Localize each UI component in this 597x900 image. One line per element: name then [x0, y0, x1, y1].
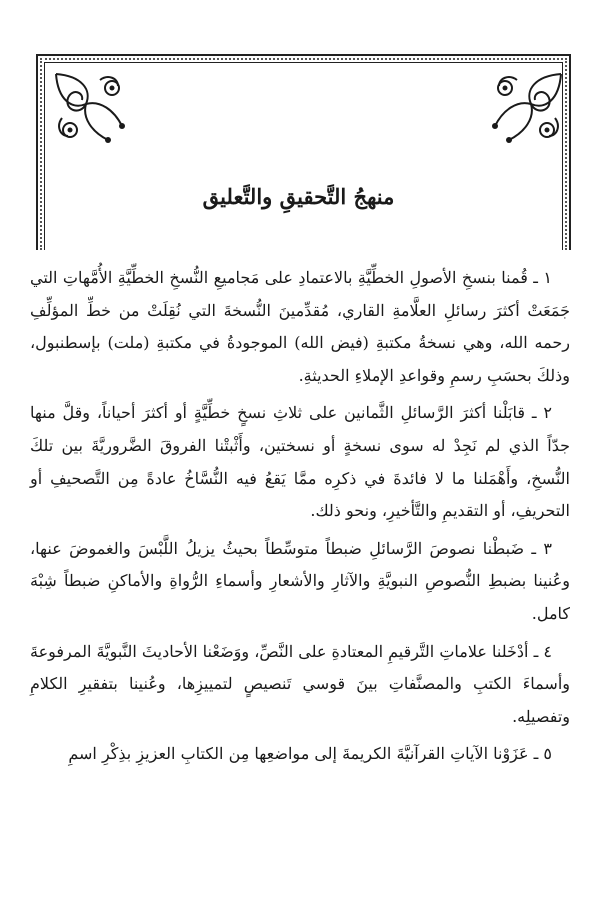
- paragraph-1: ١ ـ قُمنا بنسخِ الأصولِ الخطِّيَّةِ بالاعتمادِ على مَجاميعِ النُّسخِ الخطِّيَّةِ الأُمَّهاتِ التي جَمَعَتْ أكثرَ رسائلِ العلَّامةِ القاري، مُقدِّمينَ النُّسخةَ التي نُقِلَتْ من خطِّ المؤلِّفِ رحمه الله، وهي نسخةُ مكتبةِ (فيض الله) الموجودةُ في مكتبةِ (ملت) بإسطنبول، وذلكَ بحسَبِ رسمِ وقواعدِ الإملاءِ الحديثةِ.: [30, 268, 570, 385]
- methodology-body: [30, 262, 570, 771]
- paragraph-4: ٤ ـ أدْخَلنا علاماتِ التَّرقيمِ المعتادةِ على النَّصِّ، ووَضَعْنا الأحاديثَ النَّبويَّةَ المرفوعةَ وأسماءَ الكتبِ والمصنَّفاتِ بينَ قوسي تَنصيصٍ لتمييزِها، وعُنينا بتفقيرِ الكلامِ وتفصيلِه.: [30, 641, 570, 726]
- paragraph-5: ٥ ـ عَزَوْنا الآياتِ القرآنيَّةَ الكريمةَ إلى مواضعِها مِن الكتابِ العزيزِ بذِكْرِ اسمِ: [68, 744, 552, 764]
- paragraph-2: ٢ ـ قابَلْنا أكثرَ الرَّسائلِ الثَّمانين على ثلاثِ نسخٍ خطِّيَّةٍ أو أكثرَ أحياناً، وقلَّ منها جدّاً الذي لم نَجِدْ له سوى نسخةٍ أو نسختين، وأَثْبتْنا الفروقَ الضَّروريَّةَ بين تلكَ النُّسخِ، وأَهْمَلنا ما لا فائدةَ في ذكرِه ممَّا يَقعُ فيه النُّسَّاخُ عادةً مِن التَّصحيفِ أو التحريفِ، أو التقديمِ والتَّأخيرِ، ونحو ذلك.: [30, 403, 570, 521]
- floral-corner-ornament-left: [52, 70, 132, 150]
- section-heading: منهجُ التَّحقيقِ والتَّعليق: [202, 184, 395, 209]
- floral-corner-ornament-right: [485, 70, 565, 150]
- paragraph-3: ٣ ـ ضَبطْنا نصوصَ الرَّسائلِ ضبطاً متوسِّطاً بحيثُ يزيلُ اللَّبْسَ والغموضَ عنها، وعُنينا بضبطِ النُّصوصِ النبويَّةِ والآثارِ والأشعارِ وأسماءِ الرُّواةِ والأماكنِ ضبطاً شِبْهَ كامل.: [30, 538, 570, 623]
